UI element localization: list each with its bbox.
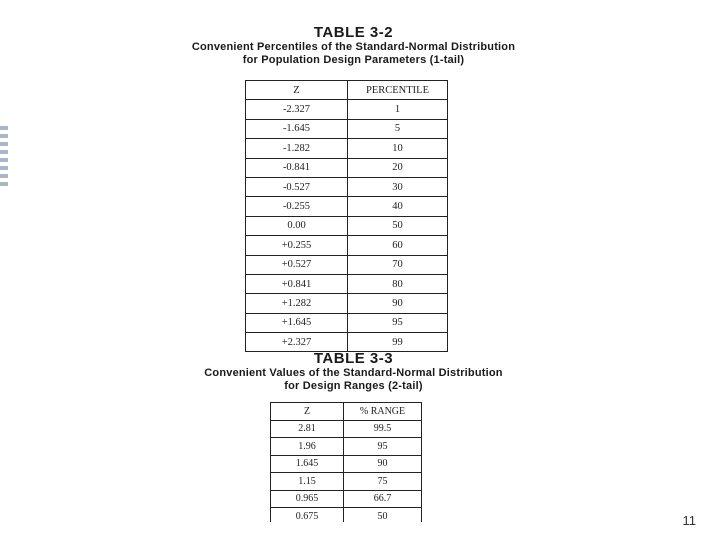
- z-value-cell: 0.675: [271, 508, 344, 523]
- column-header-percentile: PERCENTILE: [348, 81, 448, 100]
- table-row: [246, 139, 448, 158]
- value-cell: 1: [348, 100, 448, 119]
- table-header-row: [271, 403, 422, 421]
- z-value-cell: 2.81: [271, 420, 344, 438]
- z-value-cell: -1.645: [246, 119, 348, 138]
- table-header-row: [246, 81, 448, 100]
- z-value-cell: 1.15: [271, 473, 344, 491]
- value-cell: 60: [348, 236, 448, 255]
- value-cell: 99.5: [344, 420, 422, 438]
- table-row: [246, 313, 448, 332]
- decorative-stripes: [0, 126, 8, 188]
- table-3-2-subtitle-line1: Convenient Percentiles of the Standard-Normal Distribution: [191, 41, 516, 54]
- z-value-cell: +0.841: [246, 274, 348, 293]
- z-value-cell: 1.645: [271, 455, 344, 473]
- z-value-cell: 0.965: [271, 490, 344, 508]
- z-value-cell: -0.255: [246, 197, 348, 216]
- table-row: [246, 236, 448, 255]
- value-cell: 90: [348, 294, 448, 313]
- z-value-cell: -2.327: [246, 100, 348, 119]
- z-value-cell: +2.327: [246, 333, 348, 352]
- z-value-cell: -0.527: [246, 177, 348, 196]
- z-value-cell: +0.255: [246, 236, 348, 255]
- table-row: [246, 255, 448, 274]
- table-row: [271, 420, 422, 438]
- table-row: [271, 455, 422, 473]
- value-cell: 80: [348, 274, 448, 293]
- table-3-3-subtitle-line1: Convenient Values of the Standard-Normal Distribution: [204, 367, 503, 380]
- value-cell: 75: [344, 473, 422, 491]
- table-row: [271, 490, 422, 508]
- value-cell: 10: [348, 139, 448, 158]
- value-cell: 99: [348, 333, 448, 352]
- z-value-cell: +0.527: [246, 255, 348, 274]
- table-row: [246, 119, 448, 138]
- table-3-3-title: TABLE 3-3: [313, 350, 394, 367]
- value-cell: 40: [348, 197, 448, 216]
- table-3-3-heading: [85, 350, 622, 393]
- table-3-2-subtitle-line2: for Population Design Parameters (1-tail): [242, 53, 465, 66]
- value-cell: 50: [348, 216, 448, 235]
- z-value-cell: -0.841: [246, 158, 348, 177]
- value-cell: 20: [348, 158, 448, 177]
- value-cell: 50: [344, 508, 422, 523]
- table-row: [246, 274, 448, 293]
- table-3-2: [245, 80, 448, 352]
- z-value-cell: +1.645: [246, 313, 348, 332]
- table-row: [271, 508, 422, 523]
- table-3-2-title: TABLE 3-2: [313, 24, 394, 41]
- value-cell: 90: [344, 455, 422, 473]
- value-cell: 95: [344, 438, 422, 456]
- z-value-cell: -1.282: [246, 139, 348, 158]
- table-3-3-subtitle-line2: for Design Ranges (2-tail): [284, 379, 423, 392]
- z-value-cell: +1.282: [246, 294, 348, 313]
- value-cell: 95: [348, 313, 448, 332]
- table-row: [271, 473, 422, 491]
- table-row: [271, 438, 422, 456]
- table-row: [246, 197, 448, 216]
- value-cell: 5: [348, 119, 448, 138]
- column-header-z: Z: [246, 81, 348, 100]
- column-header-range: % RANGE: [344, 403, 422, 421]
- value-cell: 66.7: [344, 490, 422, 508]
- table-row: [246, 158, 448, 177]
- table-3-2-heading: [85, 24, 622, 67]
- value-cell: 70: [348, 255, 448, 274]
- column-header-z: Z: [271, 403, 344, 421]
- value-cell: 30: [348, 177, 448, 196]
- scanned-tables-image: [85, 22, 622, 522]
- table-row: [246, 177, 448, 196]
- table-row: [246, 216, 448, 235]
- page-number: 11: [682, 513, 696, 528]
- table-row: [246, 100, 448, 119]
- z-value-cell: 1.96: [271, 438, 344, 456]
- z-value-cell: 0.00: [246, 216, 348, 235]
- table-row: [246, 294, 448, 313]
- table-3-3: [270, 402, 422, 522]
